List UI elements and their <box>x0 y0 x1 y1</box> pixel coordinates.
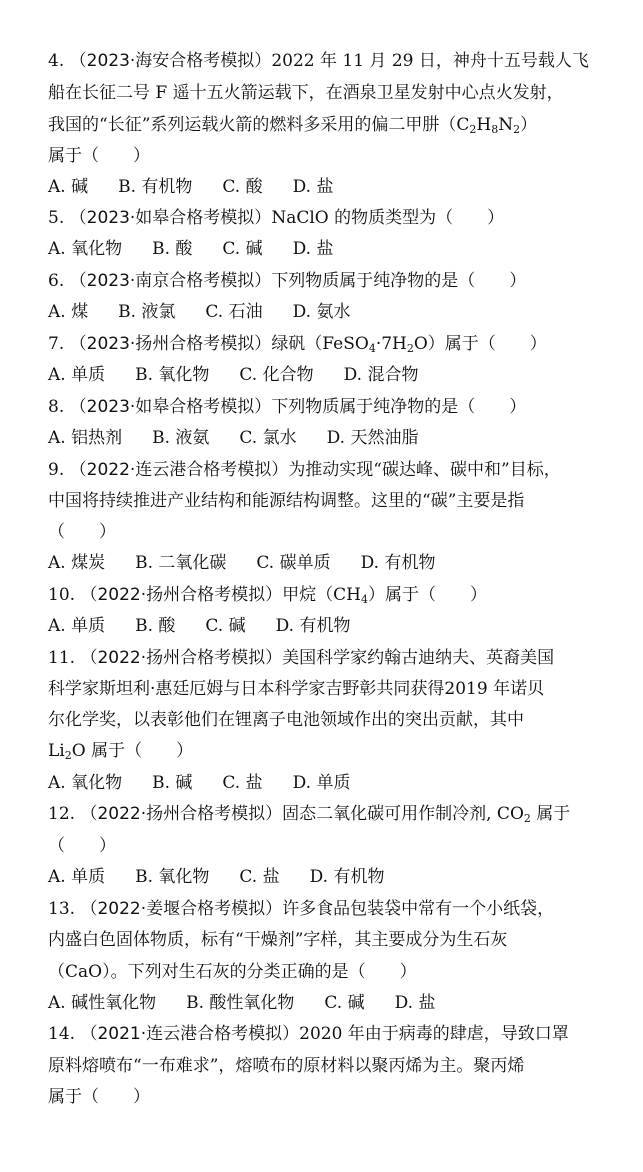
question-5-options <box>48 238 608 260</box>
question-source: （2023·南京合格考模拟） <box>69 271 272 291</box>
question-14-line-2: 原料熔喷布“一布难求”，熔喷布的原材料以聚丙烯为主。聚丙烯 <box>48 1056 525 1076</box>
option-d[interactable]: D. 混合物 <box>343 365 419 385</box>
question-source: （2023·扬州合格考模拟） <box>69 334 272 354</box>
option-d[interactable]: D. 盐 <box>292 239 334 259</box>
question-11-line-2: 科学家斯坦利·惠廷厄姆与日本科学家吉野彰共同获得2019 年诺贝 <box>48 679 545 699</box>
question-12-options <box>48 866 608 888</box>
question-14-line-1: 14. （2021·连云港合格考模拟）2020 年由于病毒的肆虐，导致口罩 <box>48 1024 569 1044</box>
option-d[interactable]: D. 盐 <box>292 177 334 197</box>
question-5-stem: 5. （2023·如皋合格考模拟）NaClO 的物质类型为（ ） <box>48 208 505 228</box>
option-c[interactable]: C. 石油 <box>205 302 263 322</box>
question-11-line-4: $Li_2O$ 属于（ ） <box>48 741 194 762</box>
question-13-options <box>48 992 608 1014</box>
option-c[interactable]: C. 碱 <box>205 616 246 636</box>
option-a[interactable]: A. 碱性氧化物 <box>48 993 157 1013</box>
option-a[interactable]: A. 氧化物 <box>48 239 123 259</box>
option-c[interactable]: C. 碱 <box>222 239 263 259</box>
question-11-line-3: 尔化学奖，以表彰他们在锂离子电池领域作出的突出贡献，其中 <box>48 710 524 730</box>
question-8-options <box>48 427 608 449</box>
option-a[interactable]: A. 单质 <box>48 365 106 385</box>
option-d[interactable]: D. 单质 <box>292 773 351 793</box>
option-d[interactable]: D. 氨水 <box>292 302 351 322</box>
question-9-line-2: 中国将持续推进产业结构和能源结构调整。这里的“碳”主要是指 <box>48 491 525 511</box>
question-13-line-1: 13. （2022·姜堰合格考模拟）许多食品包装袋中常有一个小纸袋， <box>48 899 555 919</box>
option-c[interactable]: C. 盐 <box>222 773 263 793</box>
question-6-stem: 6. （2023·南京合格考模拟）下列物质属于纯净物的是（ ） <box>48 271 527 291</box>
question-source: （2022·连云港合格考模拟） <box>69 460 289 480</box>
question-source: （2022·扬州合格考模拟） <box>80 648 283 668</box>
option-c[interactable]: C. 碳单质 <box>256 553 331 573</box>
option-d[interactable]: D. 天然油脂 <box>326 428 419 448</box>
question-source: （2023·海安合格考模拟） <box>69 51 272 71</box>
option-a[interactable]: A. 碱 <box>48 177 89 197</box>
question-8-stem: 8. （2023·如皋合格考模拟）下列物质属于纯净物的是（ ） <box>48 397 527 417</box>
option-a[interactable]: A. 氧化物 <box>48 773 123 793</box>
question-4-line-4: 属于（ ） <box>48 146 150 166</box>
question-13-line-3: （CaO）。下列对生石灰的分类正确的是（ ） <box>48 962 417 982</box>
option-a[interactable]: A. 煤 <box>48 302 89 322</box>
question-4-options <box>48 176 608 198</box>
option-a[interactable]: A. 单质 <box>48 867 106 887</box>
option-c[interactable]: C. 化合物 <box>239 365 314 385</box>
option-d[interactable]: D. 有机物 <box>309 867 385 887</box>
option-a[interactable]: A. 煤炭 <box>48 553 106 573</box>
option-b[interactable]: B. 液氯 <box>118 302 176 322</box>
option-b[interactable]: B. 氧化物 <box>135 365 210 385</box>
question-source: （2021·连云港合格考模拟） <box>80 1024 300 1044</box>
option-b[interactable]: B. 酸性氧化物 <box>186 993 295 1013</box>
option-b[interactable]: B. 二氧化碳 <box>135 553 227 573</box>
question-11-line-1: 11. （2022·扬州合格考模拟）美国科学家约翰古迪纳夫、英裔美国 <box>48 648 555 668</box>
option-a[interactable]: A. 铝热剂 <box>48 428 123 448</box>
option-b[interactable]: B. 氧化物 <box>135 867 210 887</box>
question-10-options <box>48 615 608 637</box>
question-source: （2022·姜堰合格考模拟） <box>80 899 283 919</box>
option-d[interactable]: D. 盐 <box>394 993 436 1013</box>
question-9-options <box>48 552 608 574</box>
question-9-line-1: 9. （2022·连云港合格考模拟）为推动实现“碳达峰、碳中和”目标， <box>48 460 561 480</box>
question-6-options <box>48 301 608 323</box>
question-13-line-2: 内盛白色固体物质，标有“干燥剂”字样，其主要成分为生石灰 <box>48 930 508 950</box>
option-c[interactable]: C. 酸 <box>222 177 263 197</box>
option-b[interactable]: B. 碱 <box>152 773 193 793</box>
option-b[interactable]: B. 酸 <box>135 616 176 636</box>
question-12-line-1: 12. （2022·扬州合格考模拟）固态二氧化碳可用作制冷剂, $CO_2$ 属于 <box>48 804 571 825</box>
question-7-options <box>48 364 608 386</box>
question-7-stem: 7. （2023·扬州合格考模拟）绿矾$(FeSO_4\cdot 7H_2O)$属于（ ） <box>48 334 547 355</box>
question-4-line-1: 4. （2023·海安合格考模拟）2022 年 11 月 29 日，神舟十五号载人飞 <box>48 51 589 71</box>
option-b[interactable]: B. 有机物 <box>118 177 193 197</box>
question-12-line-2: （ ） <box>48 836 116 856</box>
option-b[interactable]: B. 酸 <box>152 239 193 259</box>
question-4-line-2: 船在长征二号 F 遥十五火箭运载下，在酒泉卫星发射中心点火发射， <box>48 83 564 103</box>
option-d[interactable]: D. 有机物 <box>360 553 436 573</box>
option-c[interactable]: C. 盐 <box>239 867 280 887</box>
option-b[interactable]: B. 液氨 <box>152 428 210 448</box>
question-source: （2022·扬州合格考模拟） <box>80 585 283 605</box>
question-4-line-3: 我国的“长征”系列运载火箭的燃料多采用的偏二甲肼$(C_2H_8N_2)$ <box>48 115 538 136</box>
question-source: （2022·扬州合格考模拟） <box>80 804 283 824</box>
option-c[interactable]: C. 氯水 <box>239 428 297 448</box>
question-11-options <box>48 772 608 794</box>
question-source: （2023·如皋合格考模拟） <box>69 208 272 228</box>
question-9-line-3: （ ） <box>48 522 116 542</box>
question-14-line-3: 属于（ ） <box>48 1087 150 1107</box>
option-c[interactable]: C. 碱 <box>324 993 365 1013</box>
option-d[interactable]: D. 有机物 <box>275 616 351 636</box>
question-10-stem: 10. （2022·扬州合格考模拟）甲烷$(CH_4)$属于（ ） <box>48 585 487 606</box>
question-source: （2023·如皋合格考模拟） <box>69 397 272 417</box>
option-a[interactable]: A. 单质 <box>48 616 106 636</box>
